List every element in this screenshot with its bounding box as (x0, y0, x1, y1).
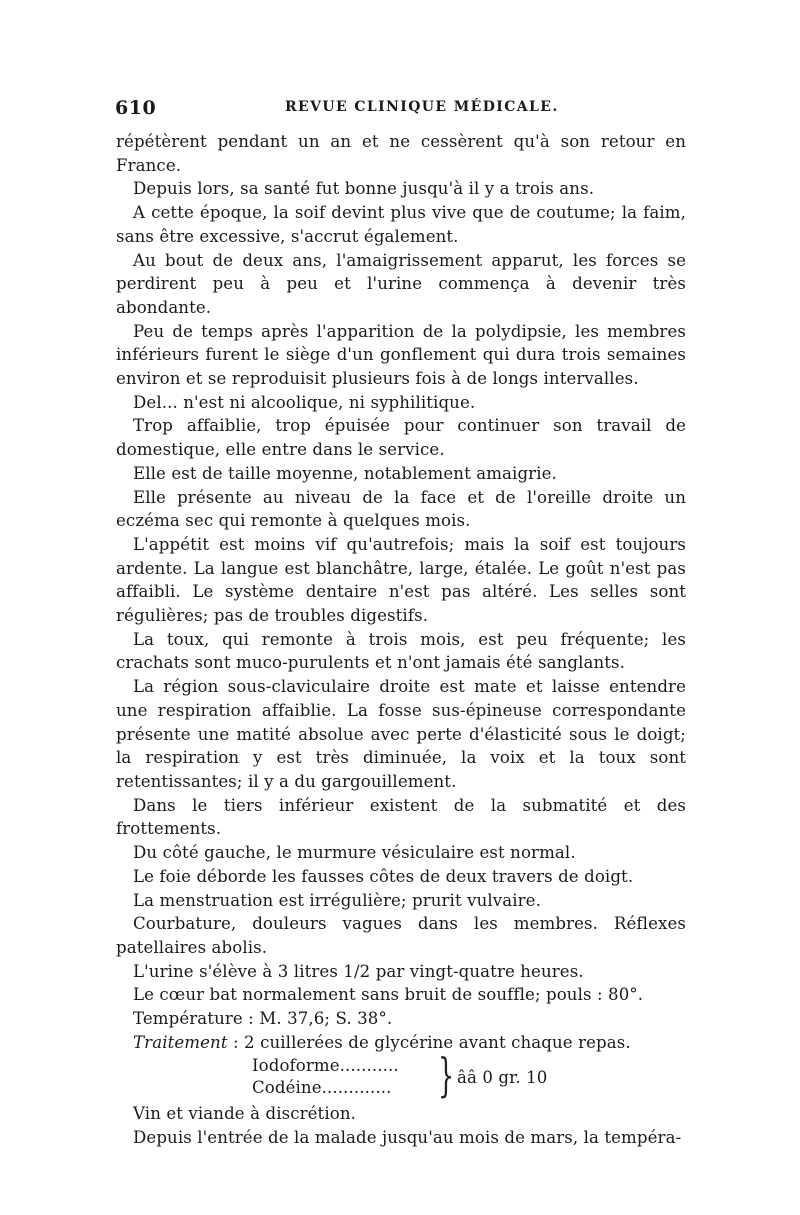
paragraph: répétèrent pendant un an et ne cessèrent qu'à son retour en France. (116, 132, 686, 175)
paragraph: A cette époque, la soif devint plus vive que de coutume; la faim, sans être excessive, s'accrut également. (116, 203, 686, 246)
paragraph: La menstruation est irrégulière; prurit vulvaire. (133, 890, 541, 910)
paragraph: Del... n'est ni alcoolique, ni syphilitique. (133, 392, 476, 412)
paragraph: Température : M. 37,6; S. 38°. (133, 1009, 393, 1029)
paragraph: Le cœur bat normalement sans bruit de souffle; pouls : 80°. (133, 985, 644, 1005)
prescription-item: Iodoforme........... (252, 1056, 399, 1076)
treatment-paragraph (116, 1031, 686, 1055)
prescription (116, 1048, 686, 1103)
prescription-dose: ââ 0 gr. 10 (457, 1068, 548, 1088)
paragraph: Trop affaiblie, trop épuisée pour continuer son travail de domestique, elle entre dans le service. (116, 416, 686, 460)
paragraph: La toux, qui remonte à trois mois, est peu fréquente; les crachats sont muco-purulents et n'ont jamais été sanglants. (116, 629, 686, 673)
paragraph: La région sous-claviculaire droite est mate et laisse entendre une respiration affaiblie. La fosse sus-épineuse correspondante présente une matité absolue avec perte d'élasticité sous le doigt; la respiration y est très diminuée, la voix et la toux sont retentissantes; il y a du gargouillement. (116, 677, 686, 791)
brace-symbol: } (438, 1048, 455, 1103)
treatment-text: : 2 cuillerées de glycérine avant chaque repas. (227, 1032, 631, 1052)
prescription-item: Codéine............. (252, 1078, 392, 1098)
paragraph: Dans le tiers inférieur existent de la submatité et des frottements. (116, 795, 686, 839)
paragraph: Au bout de deux ans, l'amaigrissement apparut, les forces se perdirent peu à peu et l'urine commença à devenir très abondante. (116, 250, 686, 317)
paragraph: Le foie déborde les fausses côtes de deux travers de doigt. (133, 866, 634, 886)
paragraph: Peu de temps après l'apparition de la polydipsie, les membres inférieurs furent le siège d'un gonflement qui dura trois semaines environ et se reproduisit plusieurs fois à de longs intervalles. (116, 321, 686, 389)
running-title: REVUE CLINIQUE MÉDICALE. (285, 99, 559, 115)
paragraph: Depuis l'entrée de la malade jusqu'au mois de mars, la tempéra- (133, 1128, 682, 1148)
paragraph: Depuis lors, sa santé fut bonne jusqu'à il y a trois ans. (133, 179, 595, 199)
page-number: 610 (115, 97, 157, 119)
paragraph: L'urine s'élève à 3 litres 1/2 par vingt-quatre heures. (133, 961, 584, 981)
paragraph: Vin et viande à discrétion. (133, 1104, 356, 1124)
paragraph: Du côté gauche, le murmure vésiculaire est normal. (133, 843, 576, 863)
page-header (115, 97, 685, 123)
paragraph: Elle présente au niveau de la face et de l'oreille droite un eczéma sec qui remonte à quelques mois. (116, 487, 686, 531)
paragraph: Courbature, douleurs vagues dans les membres. Réflexes patellaires abolis. (116, 914, 686, 957)
treatment-label: Traitement (133, 1032, 228, 1052)
paragraph: L'appétit est moins vif qu'autrefois; mais la soif est toujours ardente. La langue est blanchâtre, large, étalée. Le goût n'est pas affaibli. Le système dentaire n'est pas altéré. Les selles sont régulières; pas de troubles digestifs. (116, 534, 686, 626)
paragraph: Elle est de taille moyenne, notablement amaigrie. (133, 463, 557, 483)
body-text (116, 130, 686, 1150)
